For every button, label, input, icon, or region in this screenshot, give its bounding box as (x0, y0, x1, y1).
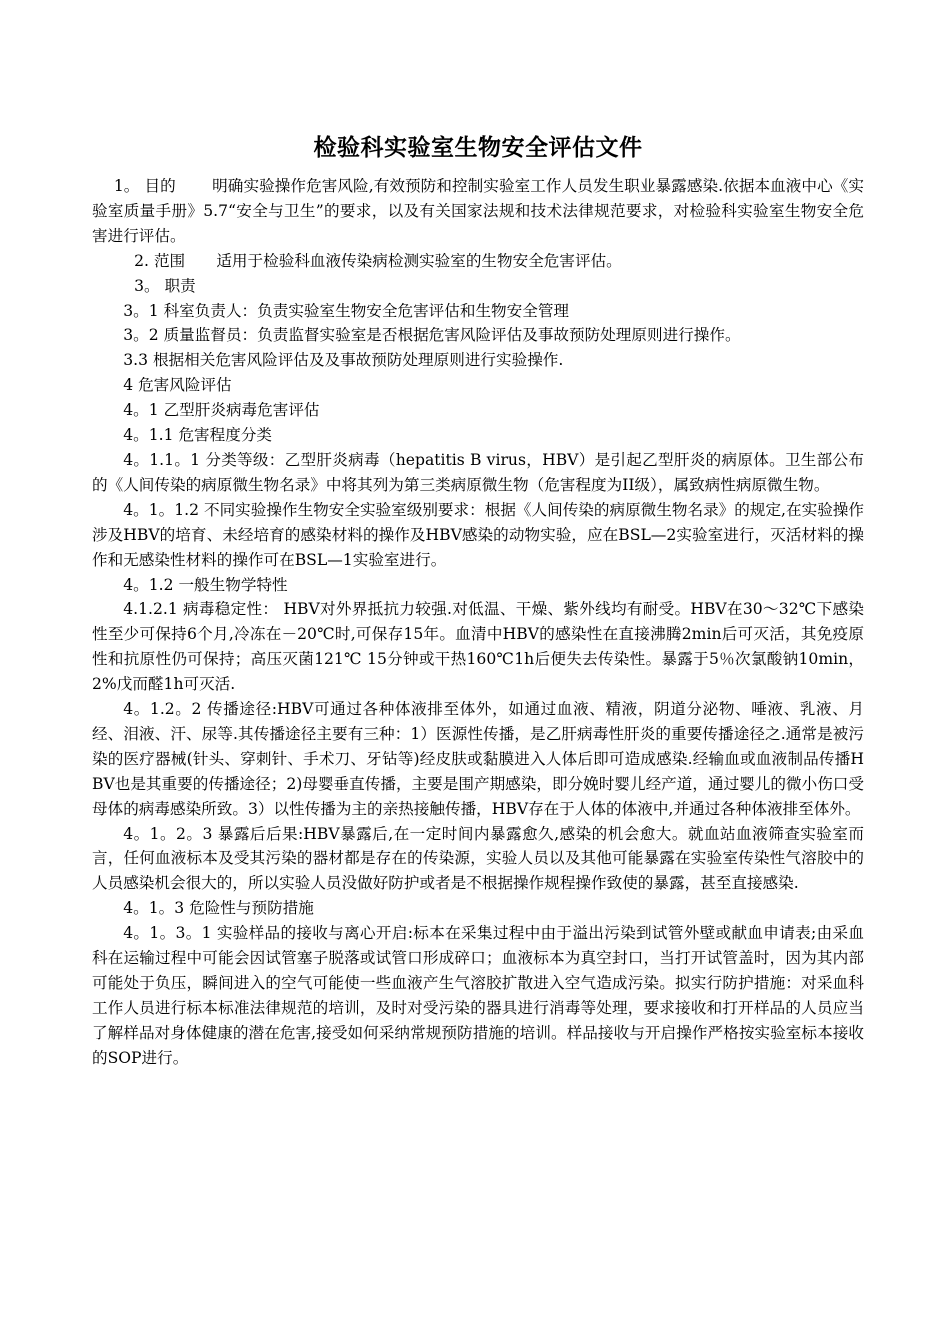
paragraph: 4。1 乙型肝炎病毒危害评估 (123, 401, 320, 420)
paragraph: 3.3 根据相关危害风险评估及及事故预防处理原则进行实验操作. (123, 351, 564, 370)
paragraph: 4。1。3。1 实验样品的接收与离心开启:标本在采集过程中由于溢出污染到试管外壁或献血申请表;由采血科在运输过程中可能会因试管塞子脱落或试管口形成碎口；血液标本为真空封口，当打开试管盖时，因为其内部可能处于负压，瞬间进入的空气可能使一些血液产生气溶胶扩散进入空气造成污染。拟实行防护措施：对采血科工作人员进行标本标准法律规范的培训，及时对受污染的器具进行消毒等处理，要求接收和打开样品的人员应当了解样品对身体健康的潜在危害,接受如何采纳常规预防措施的培训。样品接收与开启操作严格按实验室标本接收的SOP进行。 (92, 924, 864, 1067)
document-body (92, 174, 864, 1071)
paragraph: 4。1。2。3 暴露后后果:HBV暴露后,在一定时间内暴露愈久,感染的机会愈大。就血站血液筛查实验室而言，任何血液标本及受其污染的器材都是存在的传染源，实验人员以及其他可能暴露在实验室传染性气溶胶中的人员感染机会很大的，所以实验人员没做好防护或者是不根据操作规程操作致使的暴露，甚至直接感染. (92, 824, 864, 893)
paragraph: 3。2 质量监督员：负责监督实验室是否根据危害风险评估及事故预防处理原则进行操作。 (123, 326, 741, 345)
paragraph: 3。 职责 (134, 276, 196, 295)
paragraph: 4.1.2.1 病毒稳定性： HBV对外界抵抗力较强.对低温、干燥、紫外线均有耐受。HBV在30～32℃下感染性至少可保持6个月,冷冻在－20℃时,可保存15年。血清中HBV的感染性在直接沸腾2min后可灭活，其免疫原性和抗原性仍可保持；高压灭菌121℃ 15分钟或干热160℃1h后便失去传染性。暴露于5％次氯酸钠10min，2%戊而醛1h可灭活. (92, 600, 864, 694)
paragraph: 4。1.1 危害程度分类 (123, 426, 273, 445)
paragraph: 4。1.2。2 传播途径:HBV可通过各种体液排至体外，如通过血液、精液，阴道分泌物、唾液、乳液、月经、泪液、汗、尿等.其传播途径主要有三种：1）医源性传播，是乙肝病毒性肝炎的重要传播途径之.通常是被污染的医疗器械(针头、穿刺针、手术刀、牙钻等)经皮肤或黏膜进入人体后即可造成感染.经输血或血液制品传播HBV也是其重要的传播途径；2)母婴垂直传播，主要是围产期感染，即分娩时婴儿经产道，通过婴儿的微小伤口受母体的病毒感染所致。3）以性传播为主的亲热接触传播，HBV存在于人体的体液中,并通过各种体液排至体外。 (92, 700, 864, 818)
paragraph: 1。 目的 明确实验操作危害风险,有效预防和控制实验室工作人员发生职业暴露感染.依据本血液中心《实验室质量手册》5.7“安全与卫生”的要求，以及有关国家法规和技术法律规范要求，对检验科实验室生物安全危害进行评估。 (92, 177, 864, 245)
paragraph: 4。1。1.2 不同实验操作生物安全实验室级别要求：根据《人间传染的病原微生物名录》的规定,在实验操作涉及HBV的培育、未经培育的感染材料的操作及HBV感染的动物实验，应在BSL—2实验室进行，灭活材料的操作和无感染性材料的操作可在BSL—1实验室进行。 (92, 500, 864, 569)
paragraph: 3。1 科室负责人：负责实验室生物安全危害评估和生物安全管理 (123, 301, 570, 320)
paragraph: 4 危害风险评估 (123, 376, 232, 395)
document-title: 检验科实验室生物安全评估文件 (313, 135, 643, 161)
paragraph: 2. 范围 适用于检验科血液传染病检测实验室的生物安全危害评估。 (134, 251, 622, 270)
paragraph: 4。1.1。1 分类等级：乙型肝炎病毒（hepatitis B virus，HBV）是引起乙型肝炎的病原体。卫生部公布的《人间传染的病原微生物名录》中将其列为第三类病原微生物（危害程度为II级），属致病性病原微生物。 (92, 450, 864, 494)
document-page (92, 128, 864, 1071)
paragraph: 4。1.2 一般生物学特性 (123, 575, 288, 594)
paragraph: 4。1。3 危险性与预防措施 (123, 899, 314, 918)
